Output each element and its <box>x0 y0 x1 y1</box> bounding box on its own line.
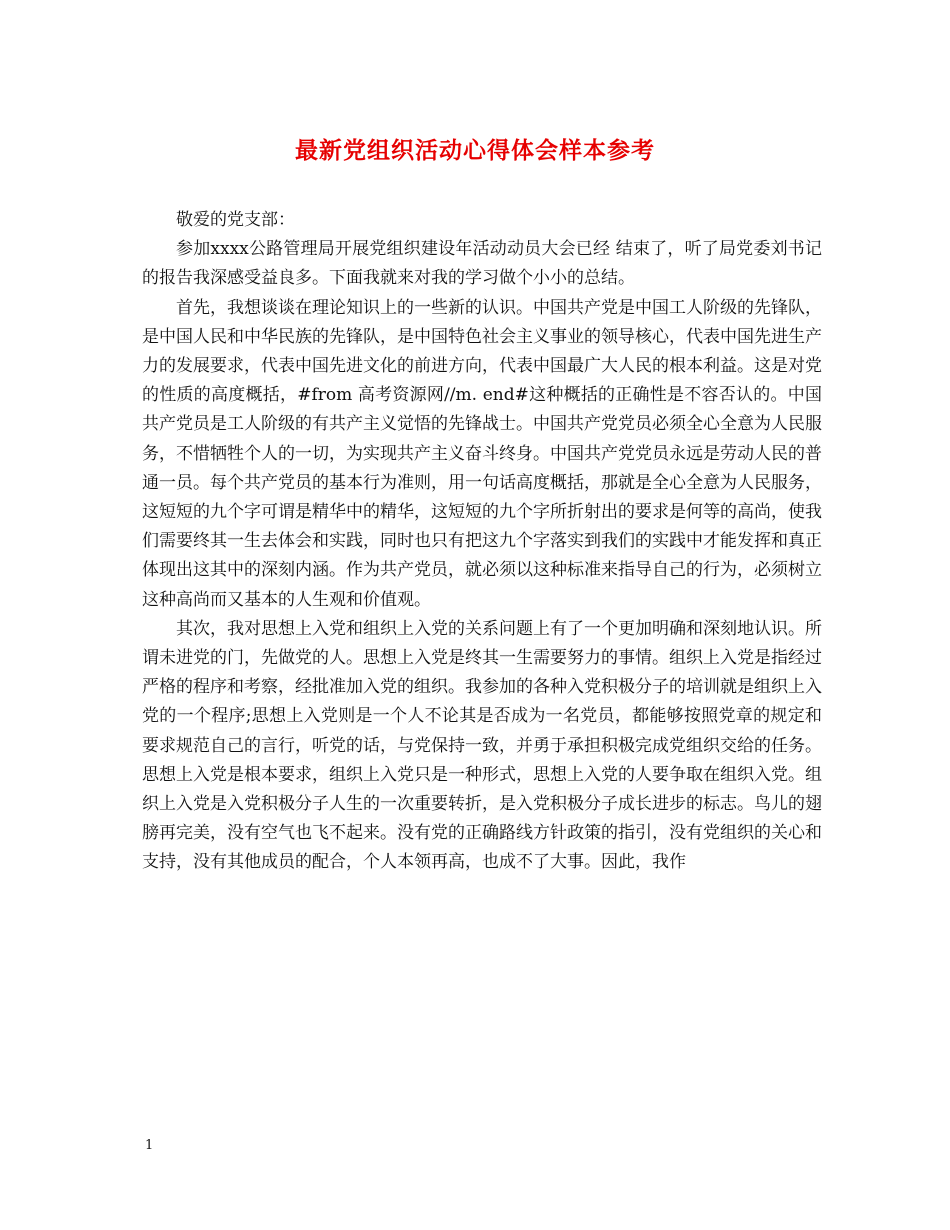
paragraph-3: 其次，我对思想上入党和组织上入党的关系问题上有了一个更加明确和深刻地认识。所谓未进党的门，先做党的人。思想上入党是终其一生需要努力的事情。组织上入党是指经过严格的程序和考察，经批准加入党的组织。我参加的各种入党积极分子的培训就是组织上入党的一个程序;思想上入党则是一个人不论其是否成为一名党员，都能够按照党章的规定和要求规范自己的言行，听党的话，与党保持一致，并勇于承担积极完成党组织交给的任务。思想上入党是根本要求，组织上入党只是一种形式，思想上入党的人要争取在组织入党。组织上入党是入党积极分子人生的一次重要转折，是入党积极分子成长进步的标志。鸟儿的翅膀再完美，没有空气也飞不起来。没有党的正确路线方针政策的指引，没有党组织的关心和支持，没有其他成员的配合，个人本领再高，也成不了大事。因此，我作 <box>142 618 822 873</box>
document-title: 最新党组织活动心得体会样本参考 <box>295 137 655 164</box>
document-body <box>142 206 822 878</box>
paragraph-1: 参加xxxx公路管理局开展党组织建设年活动动员大会已经 结束了，听了局党委刘书记的报告我深感受益良多。下面我就来对我的学习做个小小的总结。 <box>142 239 822 289</box>
page-number: 1 <box>145 1138 154 1153</box>
salutation: 敬爱的党支部： <box>176 210 295 230</box>
paragraph-2: 首先，我想谈谈在理论知识上的一些新的认识。中国共产党是中国工人阶级的先锋队，是中国人民和中华民族的先锋队，是中国特色社会主义事业的领导核心，代表中国先进生产力的发展要求，代表中国先进文化的前进方向，代表中国最广大人民的根本利益。这是对党的性质的高度概括，#from 高考资源网//m. end#这种概括的正确性是不容否认的。中国共产党员是工人阶级的有共产主义觉悟的先锋战士。中国共产党党员必须全心全意为人民服务，不惜牺牲个人的一切，为实现共产主义奋斗终身。中国共产党党员永远是劳动人民的普通一员。每个共产党员的基本行为准则，用一句话高度概括，那就是全心全意为人民服务，这短短的九个字可谓是精华中的精华，这短短的九个字所折射出的要求是何等的高尚，使我们需要终其一生去体会和实践，同时也只有把这九个字落实到我们的实践中才能发挥和真正体现出这其中的深刻内涵。作为共产党员，就必须以这种标准来指导自己的行为，必须树立这种高尚而又基本的人生观和价值观。 <box>142 297 822 610</box>
